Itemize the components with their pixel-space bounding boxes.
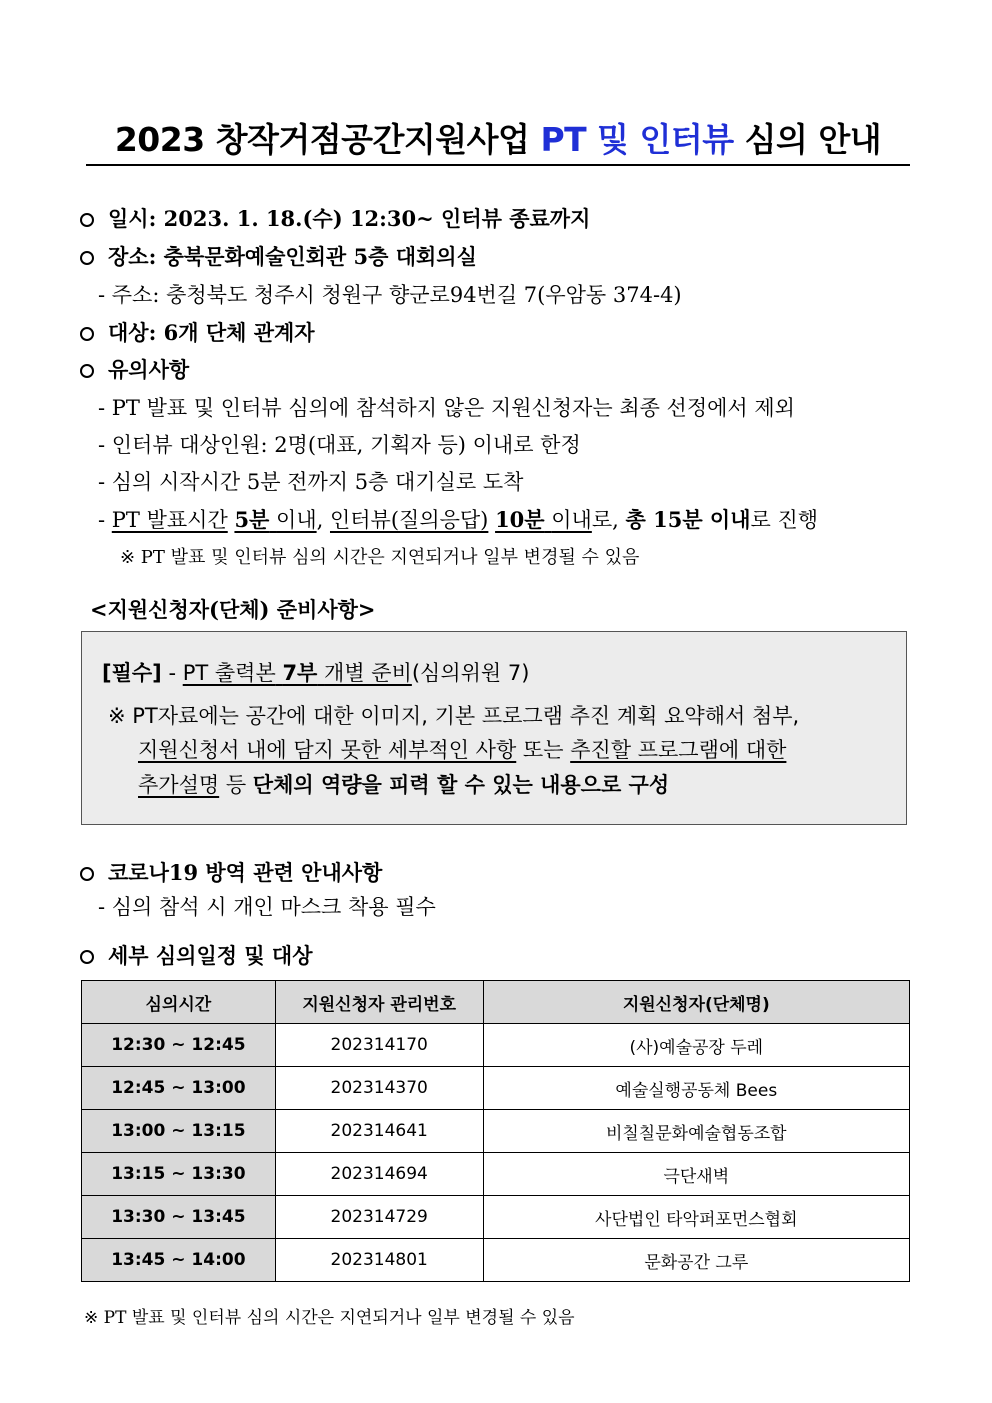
name-cell: (사)예술공장 두레 [483,1024,909,1067]
circle-bullet-icon [80,364,94,378]
place-line [80,244,477,270]
name-cell: 문화공간 그루 [483,1239,909,1282]
table-header-cell: 지원신청자 관리번호 [275,981,483,1024]
id-cell: 202314729 [275,1196,483,1239]
footer-note: ※ PT 발표 및 인터뷰 심의 시간은 지연되거나 일부 변경될 수 있음 [84,1308,575,1328]
table-header-row [82,981,910,1024]
address-line: - 주소: 충청북도 청주시 청원구 향군로94번길 7(우암동 374-4) [98,283,682,307]
id-cell: 202314170 [275,1024,483,1067]
note-item-3: - 심의 시작시간 5분 전까지 5층 대기실로 도착 [98,470,524,494]
covid-note: - 심의 참석 시 개인 마스크 착용 필수 [98,895,436,919]
date-line [80,206,590,232]
prep-box [81,631,907,825]
time-change-note: ※ PT 발표 및 인터뷰 심의 시간은 지연되거나 일부 변경될 수 있음 [120,547,640,568]
table-row [82,1239,910,1282]
note-item-2: - 인터뷰 대상인원: 2명(대표, 기획자 등) 이내로 한정 [98,433,581,457]
place-text: 장소: 충북문화예술인회관 5층 대회의실 [108,244,477,269]
circle-bullet-icon [80,867,94,881]
schedule-title-line [80,943,313,969]
id-cell: 202314370 [275,1067,483,1110]
target-line [80,320,315,346]
table-header-cell: 지원신청자(단체명) [483,981,909,1024]
note-item-4: - PT 발표시간 5분 이내, 인터뷰(질의응답) 10분 이내로, 총 15분 이내로 진행 [98,507,819,532]
title-suffix: 심의 안내 [744,120,882,159]
schedule-title-text: 세부 심의일정 및 대상 [108,943,313,968]
title-interview: 인터뷰 [639,120,734,159]
date-text: 일시: 2023. 1. 18.(수) 12:30~ 인터뷰 종료까지 [108,206,591,231]
name-cell: 비칠칠문화예술협동조합 [483,1110,909,1153]
table-row [82,1024,910,1067]
time-cell: 13:30 ~ 13:45 [82,1196,276,1239]
prep-title: <지원신청자(단체) 준비사항> [90,597,376,622]
schedule-table [81,980,910,1282]
time-cell: 13:45 ~ 14:00 [82,1239,276,1282]
time-cell: 12:45 ~ 13:00 [82,1067,276,1110]
target-text: 대상: 6개 단체 관계자 [108,320,315,345]
circle-bullet-icon [80,213,94,227]
covid-title-line [80,860,382,886]
table-row [82,1067,910,1110]
page-title [86,120,910,166]
prep-desc-line-3: 추가설명 등 단체의 역량을 피력 할 수 있는 내용으로 구성 [138,773,670,797]
notes-title-line [80,357,189,383]
table-header-cell: 심의시간 [82,981,276,1024]
time-cell: 13:00 ~ 13:15 [82,1110,276,1153]
table-row [82,1196,910,1239]
time-cell: 13:15 ~ 13:30 [82,1153,276,1196]
table-row [82,1153,910,1196]
prep-desc-line-2: 지원신청서 내에 담지 못한 세부적인 사항 또는 추진할 프로그램에 대한 [138,738,787,762]
circle-bullet-icon [80,251,94,265]
covid-title-text: 코로나19 방역 관련 안내사항 [108,860,383,885]
required-line: [필수] - PT 출력본 7부 개별 준비(심의위원 7) [102,661,530,685]
circle-bullet-icon [80,950,94,964]
time-cell: 12:30 ~ 12:45 [82,1024,276,1067]
table-row [82,1110,910,1153]
prep-desc-line-1: ※ PT자료에는 공간에 대한 이미지, 기본 프로그램 추진 계획 요약해서 첨부, [108,704,800,728]
id-cell: 202314694 [275,1153,483,1196]
notes-title-text: 유의사항 [108,357,190,382]
id-cell: 202314641 [275,1110,483,1153]
title-prefix: 2023 창작거점공간지원사업 [114,120,530,159]
circle-bullet-icon [80,327,94,341]
id-cell: 202314801 [275,1239,483,1282]
note-item-1: - PT 발표 및 인터뷰 심의에 참석하지 않은 지원신청자는 최종 선정에서 제외 [98,396,795,420]
name-cell: 예술실행공동체 Bees [483,1067,909,1110]
title-and: 및 [597,120,629,159]
name-cell: 사단법인 타악퍼포먼스협회 [483,1196,909,1239]
name-cell: 극단새벽 [483,1153,909,1196]
title-pt: PT [540,120,587,159]
